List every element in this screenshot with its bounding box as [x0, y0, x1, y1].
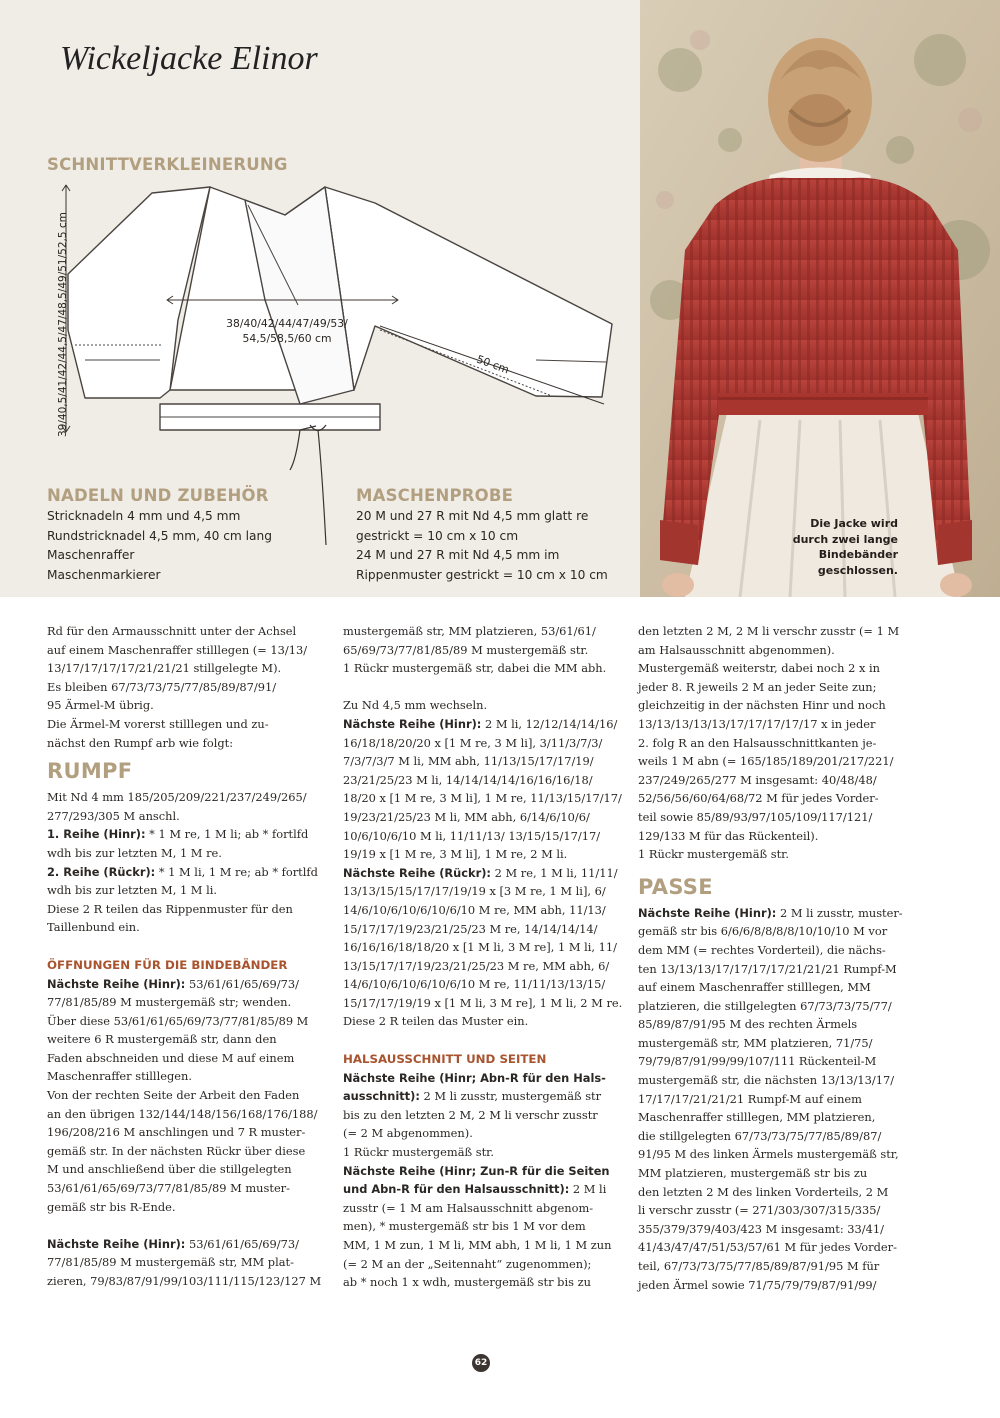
text-line: wdh bis zur letzten M, 1 M re.: [47, 845, 222, 860]
next-row-instruction: [47, 975, 332, 994]
text-line: gleichzeitig in der nächsten Hinr und noch: [638, 698, 886, 713]
text-line: 1 Rückr mustergemäß str.: [343, 1145, 494, 1160]
text-line: ten 13/13/13/17/17/17/17/21/21/21 Rumpf-M: [638, 961, 897, 976]
text-column-3: [638, 622, 923, 1294]
text-line: 15/17/17/19/23/21/25/23 M re, 14/14/14/14/: [343, 921, 598, 936]
width-measure-line: 54,5/58,5/60 cm: [242, 332, 332, 345]
next-row-instruction: [343, 1087, 628, 1106]
caption-line: Bindebänder: [818, 548, 898, 561]
text-line: 16/18/18/20/20 x [1 M re, 3 M li], 3/11/3/7/3/: [343, 735, 603, 750]
row-text: 53/61/61/65/69/73/: [185, 1236, 299, 1251]
text-line: Rd für den Armausschnitt unter der Achsel: [47, 624, 297, 638]
caption-line: Die Jacke wird: [810, 517, 898, 530]
row-text: * 1 M re, 1 M li; ab * fortlfd: [145, 827, 309, 842]
width-measure-label: [212, 316, 362, 346]
text-line: gemäß str bis 6/6/6/8/8/8/8/10/10/10 M vor: [638, 924, 888, 939]
text-line: 17/17/17/21/21/21 Rumpf-M auf einem: [638, 1091, 862, 1106]
row-label: Nächste Reihe (Hinr; Zun-R für die Seiten: [343, 1163, 610, 1178]
text-line: 52/56/56/60/64/68/72 M für jedes Vorder-: [638, 791, 879, 806]
row-label: Nächste Reihe (Hinr):: [47, 1236, 186, 1251]
text-line: 355/379/379/403/423 M insgesamt: 33/41/: [638, 1221, 884, 1236]
text-line: Diese 2 R teilen das Rippenmuster für den: [47, 901, 293, 916]
photo-illustration: [640, 0, 1000, 597]
text-line: gemäß str. In der nächsten Rückr über diese: [47, 1143, 306, 1158]
row-label: Nächste Reihe (Hinr):: [638, 905, 777, 920]
text-line: 2. folg R an den Halsausschnittkanten je-: [638, 735, 877, 750]
next-row-instruction: [47, 1235, 332, 1254]
text-line: 14/6/10/6/10/6/10/6/10 M re, MM abh, 11/13/: [343, 902, 606, 917]
text-line: MM, 1 M zun, 1 M li, MM abh, 1 M li, 1 M zun: [343, 1238, 612, 1252]
next-row-instruction: [343, 1162, 628, 1181]
needles-item: Maschenraffer: [47, 548, 135, 562]
text-line: platzieren, die stillgelegten 67/73/73/75/77/: [638, 998, 892, 1013]
text-line: die stillgelegten 67/73/73/75/77/85/89/87/: [638, 1128, 882, 1143]
needles-item: Stricknadeln 4 mm und 4,5 mm: [47, 509, 241, 523]
needles-list: [47, 507, 272, 585]
text-line: auf einem Maschenraffer stilllegen, MM: [638, 980, 871, 995]
text-line: 13/13/15/15/17/17/19/19 x [3 M re, 1 M li], 6/: [343, 884, 606, 899]
text-line: 19/23/21/25/23 M li, MM abh, 6/14/6/10/6/: [343, 809, 590, 824]
next-row-instruction: [343, 1180, 628, 1199]
text-line: nächst den Rumpf arb wie folgt:: [47, 735, 234, 750]
caption-line: geschlossen.: [817, 563, 898, 577]
text-line: 53/61/61/65/69/73/77/81/85/89 M muster-: [47, 1181, 290, 1196]
hero-panel: [0, 0, 640, 597]
tie-openings-heading: ÖFFNUNGEN FÜR DIE BINDEBÄNDER: [47, 957, 288, 972]
next-row-instruction: [343, 1069, 628, 1088]
text-line: (= 2 M abgenommen).: [343, 1126, 473, 1141]
row-text: 2 M re, 1 M li, 11/11/: [491, 865, 618, 880]
row-label: 1. Reihe (Hinr):: [47, 827, 146, 842]
sleeve-measure-label: 50 cm: [474, 352, 511, 377]
caption-line: durch zwei lange: [792, 532, 898, 546]
text-column-1: [47, 622, 332, 1291]
text-line: dem MM (= rechtes Vorderteil), die nächs-: [638, 942, 886, 957]
text-line: bis zu den letzten 2 M, 2 M li verschr zusstr: [343, 1107, 598, 1122]
text-line: teil, 67/73/73/75/77/85/89/87/91/95 M für: [638, 1259, 880, 1273]
text-line: weitere 6 R mustergemäß str, dann den: [47, 1032, 277, 1047]
page-title: Wickeljacke Elinor: [60, 40, 318, 77]
model-photo: [640, 0, 1000, 597]
text-line: 23/21/25/23 M li, 14/14/14/14/16/16/16/18/: [343, 772, 593, 787]
text-line: Mustergemäß weiterstr, dabei noch 2 x in: [638, 661, 881, 676]
photo-caption: [793, 516, 898, 578]
text-line: mustergemäß str, MM platzieren, 53/61/61/: [343, 624, 596, 638]
text-line: am Halsausschnitt abgenommen).: [638, 642, 835, 657]
gauge-line: Rippenmuster gestrickt = 10 cm x 10 cm: [356, 567, 608, 582]
row-text: * 1 M li, 1 M re; ab * fortlfd: [155, 864, 318, 879]
neckline-heading: HALSAUSSCHNITT UND SEITEN: [343, 1051, 547, 1066]
text-line: mustergemäß str, MM platzieren, 71/75/: [638, 1035, 873, 1050]
text-line: li verschr zusstr (= 271/303/307/315/335/: [638, 1203, 881, 1218]
text-line: 77/81/85/89 M mustergemäß str, MM plat-: [47, 1255, 294, 1270]
text-line: 85/89/87/91/95 M des rechten Ärmels: [638, 1017, 858, 1032]
next-row-instruction: [343, 864, 628, 883]
text-line: Von der rechten Seite der Arbeit den Faden: [47, 1088, 300, 1103]
text-line: jeden Ärmel sowie 71/75/79/79/87/91/99/: [638, 1277, 877, 1292]
needles-heading: NADELN UND ZUBEHÖR: [47, 486, 269, 505]
text-line: den letzten 2 M, 2 M li verschr zusstr (= 1 M: [638, 624, 900, 638]
row-label: Nächste Reihe (Hinr):: [343, 716, 482, 731]
row-label: Nächste Reihe (Rückr):: [343, 865, 491, 880]
text-line: zieren, 79/83/87/91/99/103/111/115/123/127 M: [47, 1274, 322, 1288]
text-line: Diese 2 R teilen das Muster ein.: [343, 1014, 529, 1029]
text-line: Faden abschneiden und diese M auf einem: [47, 1050, 295, 1065]
row-text: 53/61/61/65/69/73/: [185, 976, 299, 991]
row-text: 2 M li zusstr, mustergemäß str: [419, 1089, 602, 1104]
text-line: 18/20 x [1 M re, 3 M li], 1 M re, 11/13/15/17/17/: [343, 791, 622, 806]
text-line: Die Ärmel-M vorerst stilllegen und zu-: [47, 716, 269, 731]
text-line: 1 Rückr mustergemäß str.: [638, 847, 789, 862]
row-label: Nächste Reihe (Hinr):: [47, 976, 186, 991]
col1-intro: [47, 622, 332, 752]
text-line: Mit Nd 4 mm 185/205/209/221/237/249/265/: [47, 790, 307, 805]
text-line: 14/6/10/6/10/6/10/6/10 M re, 11/11/13/13/15/: [343, 977, 606, 992]
width-measure-line: 38/40/42/44/47/49/53/: [226, 317, 348, 330]
text-line: Maschenraffer stilllegen, MM platzieren,: [638, 1110, 876, 1125]
text-line: men), * mustergemäß str bis 1 M vor dem: [343, 1219, 586, 1234]
text-line: Über diese 53/61/61/65/69/73/77/81/85/89 M: [47, 1013, 309, 1028]
text-line: weils 1 M abn (= 165/185/189/201/217/221/: [638, 754, 894, 769]
text-line: 7/3/7/3/7 M li, MM abh, 11/13/15/17/17/19/: [343, 754, 594, 769]
text-line: 277/293/305 M anschl.: [47, 808, 180, 823]
text-line: gemäß str bis R-Ende.: [47, 1199, 176, 1214]
text-line: 41/43/47/47/51/53/57/61 M für jedes Vorder-: [638, 1240, 897, 1255]
text-line: teil sowie 85/89/93/97/105/109/117/121/: [638, 809, 873, 824]
text-line: 95 Ärmel-M übrig.: [47, 698, 154, 713]
row-label: 2. Reihe (Rückr):: [47, 864, 156, 879]
text-line: Taillenbund ein.: [47, 920, 140, 935]
row-text: 2 M li zusstr, muster-: [776, 905, 903, 920]
row-1-instruction: [47, 825, 332, 844]
text-line: Zu Nd 4,5 mm wechseln.: [343, 698, 488, 713]
text-line: 13/15/17/17/19/23/21/25/23 M re, MM abh, 6/: [343, 958, 610, 973]
gauge-heading: MASCHENPROBE: [356, 486, 514, 505]
text-line: mustergemäß str, die nächsten 13/13/13/17/: [638, 1073, 895, 1088]
gauge-list: [356, 507, 608, 585]
row-label: Nächste Reihe (Hinr; Abn-R für den Hals-: [343, 1070, 606, 1085]
text-line: 13/17/17/17/17/21/21/21 stillgelegte M).: [47, 661, 282, 676]
needles-item: Maschenmarkierer: [47, 567, 161, 582]
text-line: M und anschließend über die stillgelegten: [47, 1162, 292, 1177]
row-label: ausschnitt):: [343, 1089, 420, 1104]
text-line: 91/95 M des linken Ärmels mustergemäß str,: [638, 1147, 899, 1162]
text-line: auf einem Maschenraffer stilllegen (= 13/13/: [47, 642, 308, 657]
text-line: 16/16/16/18/18/20 x [1 M li, 3 M re], 1 M li, 11/: [343, 940, 617, 955]
passe-heading: PASSE: [638, 874, 713, 899]
text-line: (= 2 M an der „Seitennaht“ zugenommen);: [343, 1256, 592, 1271]
text-line: 10/6/10/6/10 M li, 11/11/13/ 13/15/15/17/17/: [343, 828, 601, 843]
page-number: 62: [472, 1354, 490, 1372]
text-column-2: [343, 622, 628, 1292]
text-line: Es bleiben 67/73/73/75/77/85/89/87/91/: [47, 679, 277, 694]
height-measure-label: 39/40,5/41/42/44,5/47/48,5/49/51/52,5 cm: [57, 212, 69, 437]
cardigan-outline: [68, 187, 612, 430]
text-line: 65/69/73/77/81/85/89 M mustergemäß str.: [343, 642, 589, 657]
text-line: wdh bis zur letzten M, 1 M li.: [47, 883, 218, 898]
text-line: 15/17/17/19/19 x [1 M li, 3 M re], 1 M li, 2 M re.: [343, 995, 623, 1010]
text-line: jeder 8. R jeweils 2 M an jeder Seite zun;: [638, 679, 877, 694]
next-row-instruction: [638, 904, 923, 923]
gauge-line: gestrickt = 10 cm x 10 cm: [356, 528, 519, 543]
text-line: ab * noch 1 x wdh, mustergemäß str bis zu: [343, 1275, 591, 1290]
text-line: 79/79/87/91/99/99/107/111 Rückenteil-M: [638, 1054, 877, 1069]
text-line: 13/13/13/13/13/17/17/17/17/17 x in jeder: [638, 716, 876, 731]
tie-strings: [290, 425, 326, 545]
row-text: 2 M li: [569, 1182, 607, 1197]
text-line: 237/249/265/277 M insgesamt: 40/48/48/: [638, 772, 877, 787]
rumpf-heading: RUMPF: [47, 759, 133, 784]
text-line: zusstr (= 1 M am Halsausschnitt abgenom-: [343, 1200, 594, 1215]
row-label: und Abn-R für den Halsausschnitt):: [343, 1182, 570, 1197]
gauge-line: 20 M und 27 R mit Nd 4,5 mm glatt re: [356, 509, 589, 523]
next-row-instruction: [343, 715, 628, 734]
text-line: 129/133 M für das Rückenteil).: [638, 828, 819, 843]
text-line: 196/208/216 M anschlingen und 7 R muster-: [47, 1125, 306, 1140]
text-line: an den übrigen 132/144/148/156/168/176/188/: [47, 1106, 318, 1121]
gauge-line: 24 M und 27 R mit Nd 4,5 mm im: [356, 548, 560, 562]
needles-item: Rundstricknadel 4,5 mm, 40 cm lang: [47, 528, 272, 543]
text-line: den letzten 2 M des linken Vorderteils, 2 M: [638, 1184, 889, 1199]
row-text: 2 M li, 12/12/14/14/16/: [481, 716, 618, 731]
row-2-instruction: [47, 863, 332, 882]
text-line: Maschenraffer stilllegen.: [47, 1069, 192, 1084]
text-line: MM platzieren, mustergemäß str bis zu: [638, 1166, 868, 1181]
text-line: 77/81/85/89 M mustergemäß str; wenden.: [47, 995, 292, 1010]
text-line: 19/19 x [1 M re, 3 M li], 1 M re, 2 M li.: [343, 847, 568, 862]
schematic-heading: SCHNITTVERKLEINERUNG: [47, 155, 288, 174]
text-line: 1 Rückr mustergemäß str, dabei die MM abh.: [343, 661, 607, 676]
